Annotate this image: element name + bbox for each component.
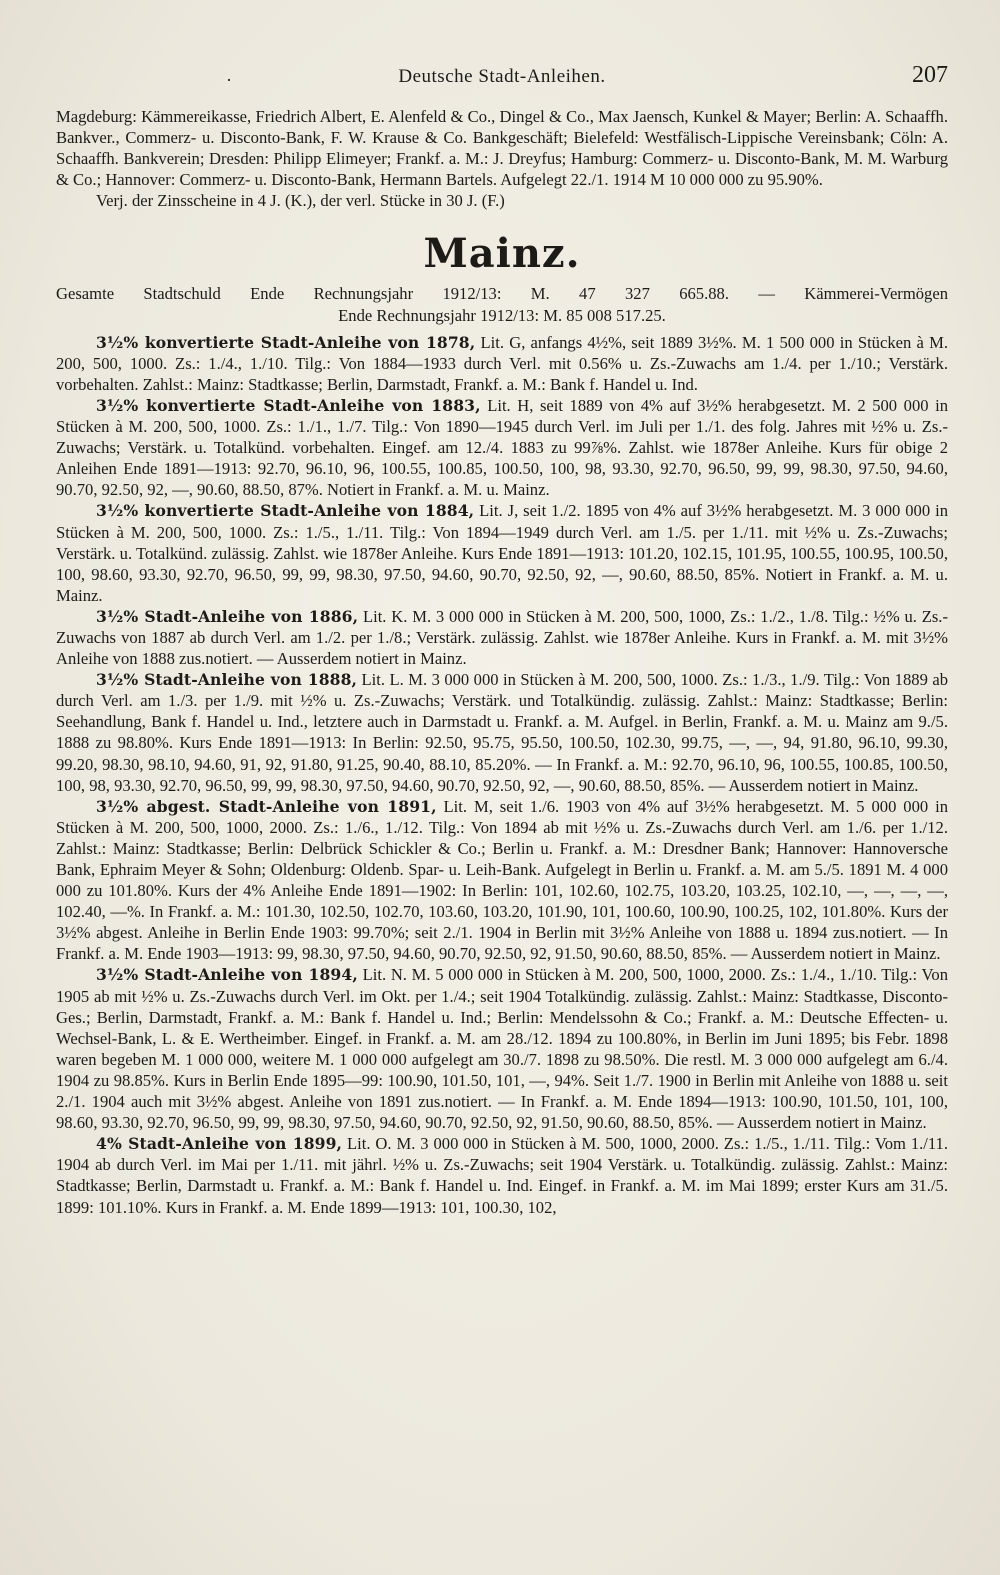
carryover-note: Verj. der Zinsscheine in 4 J. (K.), der verl. Stücke in 30 J. (F.) xyxy=(96,191,505,211)
loan-heading: 3½% konvertierte Stadt-Anleihe von 1878, xyxy=(96,332,476,352)
loan-body: Lit. O. M. 3 000 000 in Stücken à M. 500, 1000, 2000. Zs.: 1./5., 1./11. Tilg.: Vom 1./11. 1904 ab durch Verl. im Mai per 1./11. mit jährl. ½% u. Zs.-Zuwachs; seit 1904 Verstärk. u. Totalkündig. zulässig. Zahlst.: Mainz: Stadtkasse; Berlin, Darmstadt u. Frankf. a. M.: Bank f. Handel u. Ind. Eingef. in Frankf. a. M. im Mai 1899; erster Kurs am 31./5. 1899: 101.10%. Kurs in Frankf. a. M. Ende 1899—1913: 101, 100.30, 102, xyxy=(56,1134,948,1217)
loan-heading: 3½% konvertierte Stadt-Anleihe von 1883, xyxy=(96,395,481,415)
loan-heading: 4% Stadt-Anleihe von 1899, xyxy=(96,1134,343,1154)
loan-heading: 3½% abgest. Stadt-Anleihe von 1891, xyxy=(96,796,437,816)
running-head xyxy=(56,64,948,98)
loan-entry-1878 xyxy=(56,332,948,395)
loan-entry-1883 xyxy=(56,395,948,500)
city-heading: Mainz. xyxy=(423,230,581,278)
assets-line: Ende Rechnungsjahr 1912/13: M. 85 008 517.25. xyxy=(338,305,666,325)
total-debt-line: Gesamte Stadtschuld Ende Rechnungsjahr 1912/13: M. 47 327 665.88. — Kämmerei-Vermögen xyxy=(56,284,948,304)
loan-entry-1899 xyxy=(56,1133,948,1217)
loan-entry-1894 xyxy=(56,964,948,1133)
loan-heading: 3½% Stadt-Anleihe von 1894, xyxy=(96,965,358,985)
loan-entry-1888 xyxy=(56,669,948,796)
loan-body: Lit. J, seit 1./2. 1895 von 4% auf 3½% herabgesetzt. M. 3 000 000 in Stücken à M. 200, 500, 1000. Zs.: 1./5., 1./11. Tilg.: Von 1894—1949 durch Verl. am 1./5. per 1./11. mit ½% u. Zs.-Zuwachs; Verstärk. u. Totalkünd. zulässig. Zahlst. wie 1878er Anleihe. Kurs Ende 1891—1913: 101.20, 102.15, 101.95, 100.55, 100.95, 100.50, 100, 98.60, 93.30, 92.70, 96.50, 99, 99, 98.30, 97.50, 94.60, 90.70, 92.50, 92, —, 90.60, 88.50, 85%. Notiert in Frankf. a. M. u. Mainz. xyxy=(56,501,948,605)
loan-body: Lit. M, seit 1./6. 1903 von 4% auf 3½% herabgesetzt. M. 5 000 000 in Stücken à M. 200, 500, 1000, 2000. Zs.: 1./6., 1./12. Tilg.: Von 1894 ab mit ½% u. Zs.-Zuwachs durch Verl. am 1./6. per 1./12. Zahlst.: Mainz: Stadtkasse; Berlin: Delbrück Schickler & Co.; Berlin u. Frankf. a. M.: Dresdner Bank; Hannover: Hannoversche Bank, Ephraim Meyer & Sohn; Oldenburg: Oldenb. Spar- u. Leih-Bank. Aufgelegt in Berlin u. Frankf. a. M. am 5./5. 1891 M. 4 000 000 zu 101.80%. Kurs der 4% Anleihe Ende 1891—1902: In Berlin: 101, 102.60, 102.75, 103.20, 103.25, 102.10, —, —, —, —, 102.40, —%. In Frankf. a. M.: 101.30, 102.50, 102.70, 103.60, 103.20, 101.90, 101, 100.60, 100.90, 100.25, 102, 101.80%. Kurs der 3½% abgest. Anleihe in Berlin Ende 1903: 99.70%; seit 2./1. 1904 in Berlin mit 3½% Anleihe von 1888 u. 1894 zus.notiert. — In Frankf. a. M. Ende 1903—1913: 99, 98.30, 97.50, 94.60, 90.70, 92.50, 92, 91.50, 90.60, 88.50, 85%. — Ausserdem notiert in Mainz. xyxy=(56,796,948,964)
header-dot: · xyxy=(226,70,232,90)
loan-entry-1886 xyxy=(56,606,948,669)
loan-heading: 3½% Stadt-Anleihe von 1886, xyxy=(96,606,359,626)
loan-body: Lit. L. M. 3 000 000 in Stücken à M. 200, 500, 1000. Zs.: 1./3., 1./9. Tilg.: Von 1889 ab durch Verl. am 1./3. per 1./9. mit ½% u. Zs.-Zuwachs; Verstärk. und Totalkündig. zulässig. Zahlst.: Mainz: Stadtkasse; Berlin: Seehandlung, Bank f. Handel u. Ind., letztere auch in Darmstadt u. Frankf. a. M. Aufgel. in Berlin, Frankf. a. M. u. Mainz am 9./5. 1888 zu 98.80%. Kurs Ende 1891—1913: In Berlin: 92.50, 95.75, 95.50, 100.50, 102.30, 99.75, —, —, 94, 91.80, 96.10, 99.30, 99.20, 98.30, 98.10, 94.60, 91, 92, 91.80, 91.25, 90.40, 88.10, 85.20%. — In Frankf. a. M.: 92.70, 96.10, 96, 100.55, 100.85, 100.50, 100, 98, 93.30, 92.70, 96.50, 99, 99, 98.30, 97.50, 94.60, 90.70, 92.50, 92, —, 90.60, 88.50, 85%. — Ausserdem notiert in Mainz. xyxy=(56,670,948,795)
page-body xyxy=(56,106,948,1218)
loan-entry-1884 xyxy=(56,500,948,605)
loan-body: Lit. N. M. 5 000 000 in Stücken à M. 200, 500, 1000, 2000. Zs.: 1./4., 1./10. Tilg.: Von 1905 ab mit ½% u. Zs.-Zuwachs durch Verl. im Okt. per 1./4.; seit 1904 Totalkündig. zulässig. Zahlst.: Mainz: Stadtkasse, Disconto-Ges.; Berlin, Darmstadt, Frankf. a. M.: Bank f. Handel u. Ind.; Berlin: Mendelssohn & Co.; Frankf. a. M.: Deutsche Effecten- u. Wechsel-Bank, L. & E. Wertheimber. Eingef. in Frankf. a. M. am 28./12. 1894 zu 100.80%, in Berlin im Juni 1895; bis Febr. 1898 waren begeben M. 1 000 000, weitere M. 1 000 000 aufgelegt am 30./7. 1898 zu 98.50%. Die restl. M. 3 000 000 aufgelegt am 6./4. 1904 zu 98.85%. Kurs in Berlin Ende 1895—99: 100.90, 101.50, 101, —, 94%. Seit 1./7. 1900 in Berlin mit Anleihe von 1888 u. seit 2./1. 1904 auch mit 3½% abgest. Anleihe von 1891 zus.notiert. — In Frankf. a. M. Ende 1894—1913: 100.90, 101.50, 101, 100, 98.60, 93.30, 92.70, 96.50, 99, 99, 98.30, 97.50, 94.60, 90.70, 92.50, 92, 91.50, 90.60, 88.50, 85%. — Ausserdem notiert in Mainz. xyxy=(56,965,948,1133)
running-title: Deutsche Stadt-Anleihen. xyxy=(398,66,606,87)
loan-body: Lit. H, seit 1889 von 4% auf 3½% herabgesetzt. M. 2 500 000 in Stücken à M. 200, 500, 1000. Zs.: 1./1., 1./7. Tilg.: Von 1890—1945 durch Verl. im Juli per 1./1. des folg. Jahres mit ½% u. Zs.-Zuwachs; Verstärk. u. Totalkünd. vorbehalten. Eingef. am 12./4. 1883 zu 99⅞%. Zahlst. wie 1878er Anleihe. Kurs für obige 2 Anleihen Ende 1891—1913: 92.70, 96.10, 96, 100.55, 100.85, 100.50, 100, 98, 93.30, 92.70, 96.50, 99, 99, 98.30, 97.50, 94.60, 90.70, 92.50, 92, —, 90.60, 88.50, 87%. Notiert in Frankf. a. M. u. Mainz. xyxy=(56,395,948,500)
loan-heading: 3½% konvertierte Stadt-Anleihe von 1884, xyxy=(96,501,475,521)
loan-body: Lit. K. M. 3 000 000 in Stücken à M. 200, 500, 1000, Zs.: 1./2., 1./8. Tilg.: ½% u. Zs.-Zuwachs von 1887 ab durch Verl. am 1./2. per 1./8.; Verstärk. zulässig. Zahlst. wie 1878er Anleihe. Kurs in Frankf. a. M. mit 3½% Anleihe von 1888 zus.notiert. — Ausserdem notiert in Mainz. xyxy=(56,606,948,669)
page-number: 207 xyxy=(912,62,948,88)
loan-body: Lit. G, anfangs 4½%, seit 1889 3½%. M. 1 500 000 in Stücken à M. 200, 500, 1000. Zs.: 1./4., 1./10. Tilg.: Von 1884—1933 durch Verl. mit 0.56% u. Zs.-Zuwachs am 1./4. per 1./10.; Verstärk. vorbehalten. Zahlst.: Mainz: Stadtkasse; Berlin, Darmstadt, Frankf. a. M.: Bank f. Handel u. Ind. xyxy=(56,332,948,394)
loan-heading: 3½% Stadt-Anleihe von 1888, xyxy=(96,670,358,690)
carryover-paragraph: Magdeburg: Kämmereikasse, Friedrich Albert, E. Alenfeld & Co., Dingel & Co., Max Jaensch, Kunkel & Mayer; Berlin: A. Schaaffh. Bankver., Commerz- u. Disconto-Bank, F. W. Krause & Co. Bankgeschäft; Bielefeld: Westfälisch-Lippische Vereinsbank; Cöln: A. Schaaffh. Bankverein; Dresden: Philipp Elimeyer; Frankf. a. M.: J. Dreyfus; Hamburg: Commerz- u. Disconto-Bank, M. M. Warburg & Co.; Hannover: Commerz- u. Disconto-Bank, Hermann Bartels. Aufgelegt 22./1. 1914 M 10 000 000 zu 95.90%. xyxy=(56,107,948,190)
loan-entry-1891 xyxy=(56,796,948,965)
